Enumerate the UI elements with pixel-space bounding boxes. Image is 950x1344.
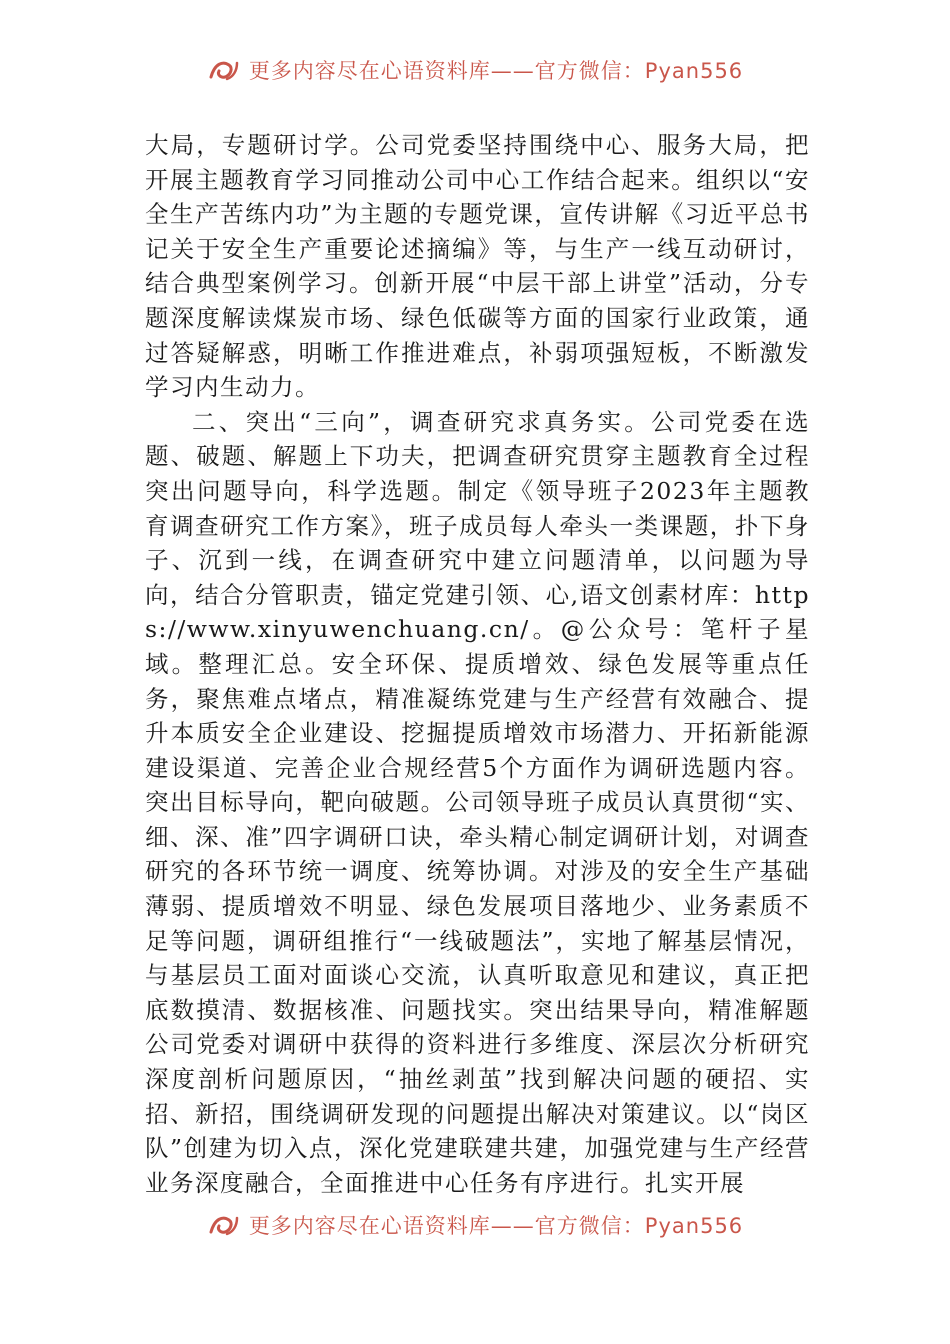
watermark-text: 更多内容尽在心语资料库——官方微信：Pyan556	[248, 1214, 744, 1238]
watermark-logo-icon	[207, 1212, 241, 1238]
header-watermark	[0, 50, 950, 90]
watermark-logo-icon	[207, 57, 241, 83]
watermark-text: 更多内容尽在心语资料库——官方微信：Pyan556	[248, 59, 744, 83]
document-body	[145, 128, 810, 1200]
paragraph-2: 二、突出“三向”，调查研究求真务实。公司党委在选题、破题、解题上下功夫，把调查研究贯穿主题教育全过程突出问题导向，科学选题。制定《领导班子2023年主题教育调查研究工作方案》，班子成员每人牵头一类课题，扑下身子、沉到一线，在调查研究中建立问题清单，以问题为导向，结合分管职责，锚定党建引领、心,语文创素材库：https://www.xinyuwenchuang.cn/。@公众号：笔杆子星域。整理汇总。安全环保、提质增效、绿色发展等重点任务，聚焦难点堵点，精准凝练党建与生产经营有效融合、提升本质安全企业建设、挖掘提质增效市场潜力、开拓新能源建设渠道、完善企业合规经营5个方面作为调研选题内容。突出目标导向，靶向破题。公司领导班子成员认真贯彻“实、细、深、准”四字调研口诀，牵头精心制定调研计划，对调查研究的各环节统一调度、统筹协调。对涉及的安全生产基础薄弱、提质增效不明显、绿色发展项目落地少、业务素质不足等问题，调研组推行“一线破题法”，实地了解基层情况，与基层员工面对面谈心交流，认真听取意见和建议，真正把底数摸清、数据核准、问题找实。突出结果导向，精准解题公司党委对调研中获得的资料进行多维度、深层次分析研究深度剖析问题原因，“抽丝剥茧”找到解决问题的硬招、实招、新招，围绕调研发现的问题提出解决对策建议。以“岗区队”创建为切入点，深化党建联建共建，加强党建与生产经营业务深度融合，全面推进中心任务有序进行。扎实开展	[145, 407, 810, 1197]
paragraph-1: 大局，专题研讨学。公司党委坚持围绕中心、服务大局，把开展主题教育学习同推动公司中心工作结合起来。组织以“安全生产苦练内功”为主题的专题党课，宣传讲解《习近平总书记关于安全生产重要论述摘编》等，与生产一线互动研讨，结合典型案例学习。创新开展“中层干部上讲堂”活动，分专题深度解读煤炭市场、绿色低碳等方面的国家行业政策，通过答疑解惑，明晰工作推进难点，补弱项强短板，不断激发学习内生动力。	[145, 131, 810, 402]
footer-watermark	[0, 1205, 950, 1245]
